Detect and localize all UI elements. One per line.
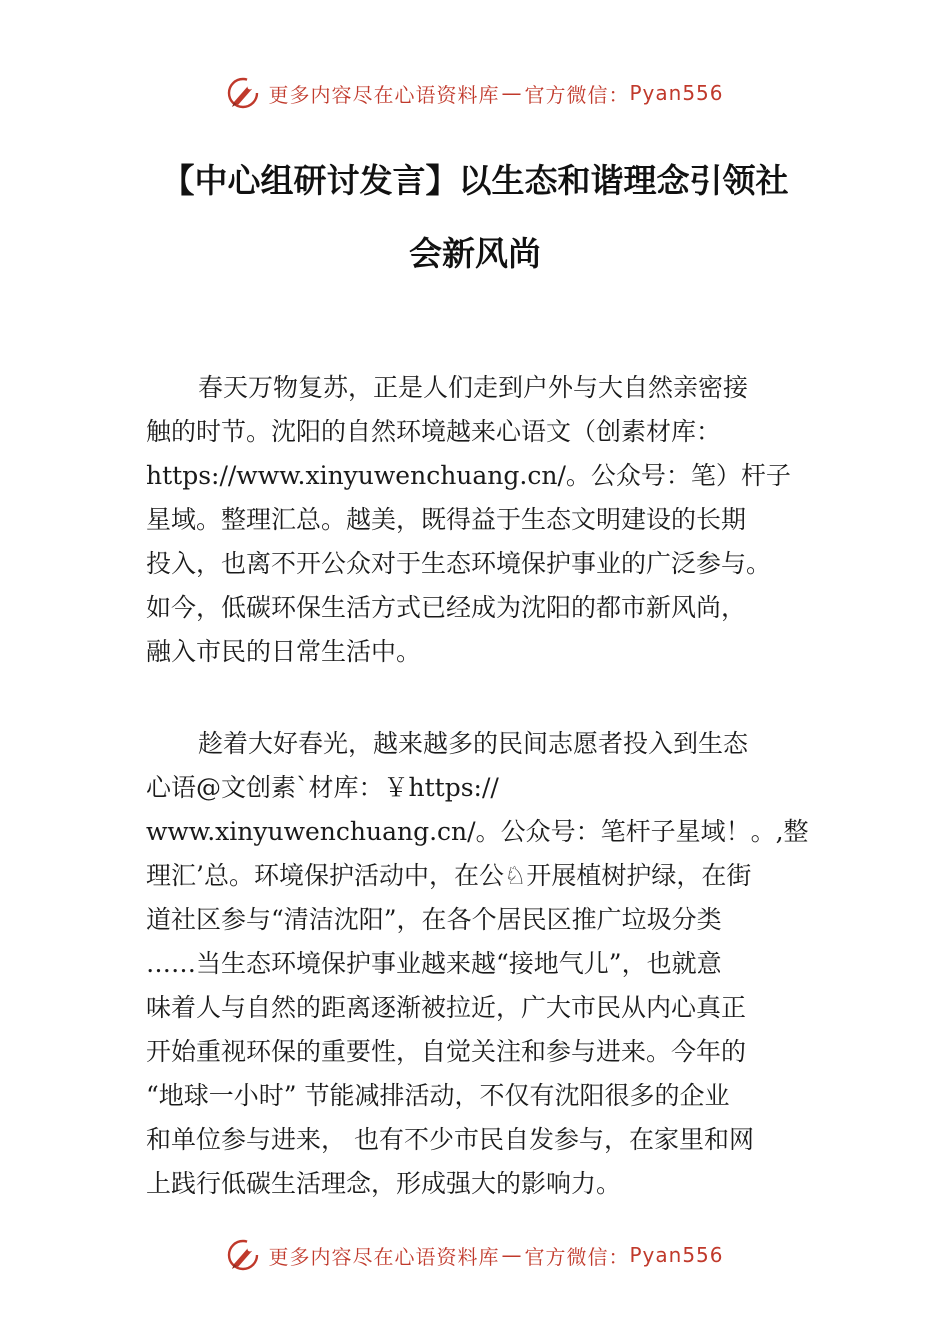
paragraph-line: 春天万物复苏，正是人们走到户外与大自然亲密接 [198, 373, 749, 402]
paragraph-line: 触的时节。沈阳的自然环境越来心语文（创素材库： [146, 417, 722, 446]
paragraph-line: https://www.xinyuwenchuang.cn/。公众号：笔）杆子 [146, 461, 791, 490]
header-banner-text: 更多内容尽在心语资料库 [268, 82, 500, 107]
paragraph-line: 开始重视环保的重要性，自觉关注和参与进来。今年的 [146, 1037, 747, 1066]
paragraph-line: 上践行低碳生活理念，形成强大的影响力。 [146, 1169, 622, 1198]
pen-logo-icon [226, 76, 260, 110]
paragraph-line: 趁着大好春光，越来越多的民间志愿者投入到生态 [198, 729, 749, 758]
footer-wechat-label: 官方微信： [524, 1244, 630, 1269]
paragraph-line: 融入市民的日常生活中。 [146, 637, 422, 666]
paragraph-line: 味着人与自然的距离逐渐被拉近，广大市民从内心真正 [146, 993, 747, 1022]
header-wechat-id: Pyan556 [629, 81, 724, 105]
paragraph-line: ……当生态环境保护事业越来越“接地气儿”，也就意 [146, 949, 722, 978]
paragraph-line: “地球一小时” 节能减排活动，不仅有沈阳很多的企业 [146, 1081, 730, 1110]
document-title-line-2: 会新风尚 [409, 234, 541, 273]
header-banner [0, 73, 950, 113]
footer-banner-dash: — [501, 1243, 523, 1267]
header-banner-dash: — [501, 81, 523, 105]
footer-banner-text: 更多内容尽在心语资料库 [268, 1244, 500, 1269]
paragraph-line: 投入，也离不开公众对于生态环境保护事业的广泛参与。 [146, 549, 772, 578]
footer-wechat-id: Pyan556 [629, 1243, 724, 1267]
header-wechat-label: 官方微信： [524, 82, 630, 107]
paragraph-line: 心语@文创素`材库：￥https:// [146, 773, 499, 802]
paragraph-2 [146, 722, 826, 1206]
paragraph-line: www.xinyuwenchuang.cn/。公众号：笔杆子星域！。,整 [146, 817, 809, 846]
paragraph-line: 理汇’总。环境保护活动中，在公♘开展植树护绿，在街 [146, 861, 752, 890]
paragraph-line: 如今，低碳环保生活方式已经成为沈阳的都市新风尚， [146, 593, 747, 622]
pen-logo-icon [226, 1238, 260, 1272]
paragraph-line: 星域。整理汇总。越美，既得益于生态文明建设的长期 [146, 505, 747, 534]
paragraph-line: 道社区参与“清洁沈阳”，在各个居民区推广垃圾分类 [146, 905, 722, 934]
footer-banner [0, 1235, 950, 1275]
paragraph-line: 和单位参与进来， 也有不少市民自发参与，在家里和网 [146, 1125, 754, 1154]
document-title-line-1: 【中心组研讨发言】以生态和谐理念引领社 [161, 161, 789, 200]
paragraph-1 [146, 366, 826, 674]
